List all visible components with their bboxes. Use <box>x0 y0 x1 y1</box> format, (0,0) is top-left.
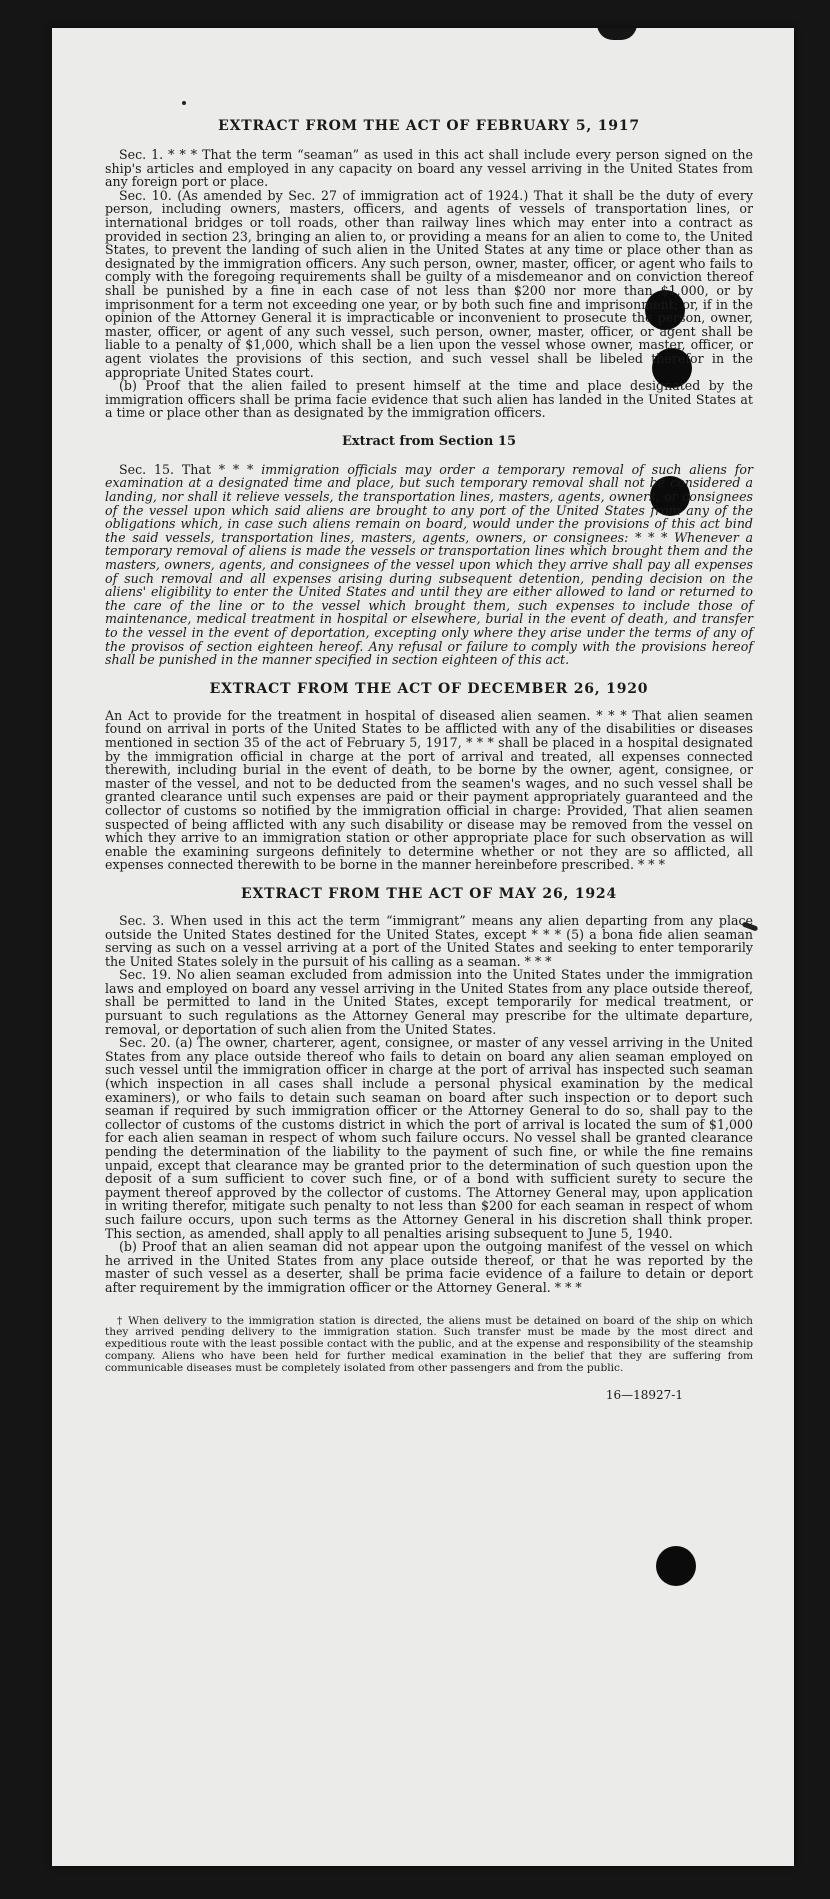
sec-20-a-paragraph: Sec. 20. (a) The owner, charterer, agent, consignee, or master of any vessel arriving in the United States from any place outside thereof who fails to detain on board any alien seaman employed on such vessel until the immigration officer in charge at the port of arrival has inspected such seaman (which inspection in all cases shall include a personal physical examination by the medical examiners), or who fails to detain such seaman on board after such inspection or to deport such seaman if required by such immigration officer or the Attorney General to do so, shall pay to the collector of customs of the customs district in which the port of arrival is located the sum of $1,000 for each alien seaman in respect of whom such failure occurs. No vessel shall be granted clearance pending the determination of the liability to the payment of such fine, or while the fine remains unpaid, except that clearance may be granted prior to the determination of such question upon the deposit of a sum sufficient to cover such fine, or of a bond with sufficient surety to secure the payment thereof approved by the collector of customs. The Attorney General may, upon application in writing therefor, mitigate such penalty to not less than $200 for each seaman in respect of whom such failure occurs, upon such terms as the Attorney General in his discretion shall think proper. This section, as amended, shall apply to all penalties arising subsequent to June 5, 1940. <box>105 1035 753 1241</box>
document-number: 16—18927-1 <box>605 1387 683 1402</box>
sec-15-italic-text: immigration officials may order a temporary removal of such aliens for examination at a designated time and place, but such temporary removal shall not be considered a landing, nor shall it relieve vessels, the transportation lines, masters, agents, owners, or consignees of the vessel upon which said aliens are brought to any port of the United States from any of the obligations which, in case such aliens remain on board, would under the provisions of this act bind the said vessels, transportation lines, masters, agents, owners, or consignees: * * * Whenever a temporary removal of aliens is made the vessels or transportation lines which brought them and the masters, owners, agents, and consignees of the vessel upon which they arrive shall pay all expenses of such removal and all expenses arising during subsequent detention, pending decision on the aliens' eligibility to enter the United States and until they are either allowed to land or returned to the care of the line or to the vessel which brought them, such expenses to include those of maintenance, medical treatment in hospital or elsewhere, burial in the event of death, and transfer to the vessel in the event of deportation, excepting only where they arise under the terms of any of the provisos of section eighteen hereof. Any refusal or failure to comply with the provisions hereof shall be punished in the manner specified in section eighteen of this act. <box>105 461 754 668</box>
section-heading-dec-1920: EXTRACT FROM THE ACT OF DECEMBER 26, 1920 <box>209 680 649 697</box>
sec-3-paragraph: Sec. 3. When used in this act the term “immigrant” means any alien departing from any place outside the United States destined for the United States, except * * * (5) a bona fide alien seaman serving as such on a vessel arriving at a port of the United States and seeking to enter temporarily the United States solely in the pursuit of his calling as a seaman. * * * <box>105 912 753 969</box>
sec-19-paragraph: Sec. 19. No alien seaman excluded from admission into the United States under the immigration laws and employed on board any vessel arriving in the United States from any place outside thereof, shall be permitted to land in the United States, except temporarily for medical treatment, or pursuant to such regulations as the Attorney General may prescribe for the ultimate departure, removal, or deportation of such alien from the United States. <box>105 967 753 1037</box>
sec-15-lead: Sec. 15. That * * * <box>119 461 262 477</box>
footnote <box>105 1316 753 1375</box>
sec-10-b-paragraph: (b) Proof that the alien failed to present himself at the time and place designated by the immigration officers shall be prima facie evidence that such alien has landed in the United States at a time or place other than as designated by the immigration officers. <box>105 378 753 421</box>
sec-15-paragraph <box>105 463 753 667</box>
sec-20-b-paragraph: (b) Proof that an alien seaman did not appear upon the outgoing manifest of the vessel on which he arrived in the United States from any place outside thereof, or that he was reported by the master of such vessel as a deserter, shall be prima facie evidence of a failure to detain or deport after requirement by the immigration officer or the Attorney General. * * * <box>105 1239 753 1295</box>
section-heading-sec-15: Extract from Section 15 <box>341 433 517 449</box>
section-heading-may-1924: EXTRACT FROM THE ACT OF MAY 26, 1924 <box>240 885 618 902</box>
act-1920-paragraph: An Act to provide for the treatment in hospital of diseased alien seamen. * * * That alien seamen found on arrival in ports of the United States to be afflicted with any of the disabilities or diseases mentioned in section 35 of the act of February 5, 1917, * * * shall be placed in a hospital designated by the immigration official in charge at the port of arrival and treated, all expenses connected therewith, including burial in the event of death, to be borne by the owner, agent, consignee, or master of the vessel, and not to be deducted from the seamen's wages, and no such vessel shall be granted clearance until such expenses are paid or their payment appropriately guaranteed and the collector of customs so notified by the immigration official in charge: Provided, That alien seamen suspected of being afflicted with any such disability or disease may be removed from the vessel on which they arrive to an immigration station or other appropriate place for such observation as will enable the examining surgeons definitely to determine whether or not they are so afflicted, all expenses connected therewith to be borne in the manner hereinbefore prescribed. * * * <box>105 707 753 873</box>
sec-1-paragraph: Sec. 1. * * * That the term “seaman” as used in this act shall include every person signed on the ship's articles and employed in any capacity on board any vessel arriving in the United States from any foreign port or place. <box>105 147 753 190</box>
ink-dot <box>182 101 186 105</box>
punch-hole <box>656 1546 696 1586</box>
document-body <box>105 118 753 1402</box>
section-heading-feb-1917: EXTRACT FROM THE ACT OF FEBRUARY 5, 1917 <box>218 118 640 134</box>
document-page <box>52 28 794 1866</box>
footnote-text: † When delivery to the immigration station is directed, the aliens must be detained on board of the ship on which they arrived pending delivery to the immigration station. Such transfer must be made by the most direct and expeditious route with the least possible contact with the public, and at the expense and responsibility of the steamship company. Aliens who have been held for further medical examination in the belief that they are suffering from communicable diseases must be completely isolated from other passengers and from the public. <box>105 1314 753 1374</box>
torn-edge <box>597 28 637 40</box>
sec-10-paragraph: Sec. 10. (As amended by Sec. 27 of immigration act of 1924.) That it shall be the duty of every person, including owners, masters, officers, and agents of vessels of transportation lines, or international bridges or toll roads, other than railway lines which may enter into a contract as provided in section 23, bringing an alien to, or providing a means for an alien to come to, the United States, to prevent the landing of such alien in the United States at any time or place other than as designated by the immigration officers. Any such person, owner, master, officer, or agent who fails to comply with the foregoing requirements shall be guilty of a misdemeanor and on conviction thereof shall be punished by a fine in each case of not less than $200 nor more than $1,000, or by imprisonment for a term not exceeding one year, or by both such fine and imprisonment; or, if in the opinion of the Attorney General it is impracticable or inconvenient to prosecute the person, owner, master, officer, or agent of any such vessel, such person, owner, master, officer, or agent shall be liable to a penalty of $1,000, which shall be a lien upon the vessel whose owner, master, officer, or agent violates the provisions of this section, and such vessel shall be libeled therefor in the appropriate United States court. <box>105 187 753 380</box>
